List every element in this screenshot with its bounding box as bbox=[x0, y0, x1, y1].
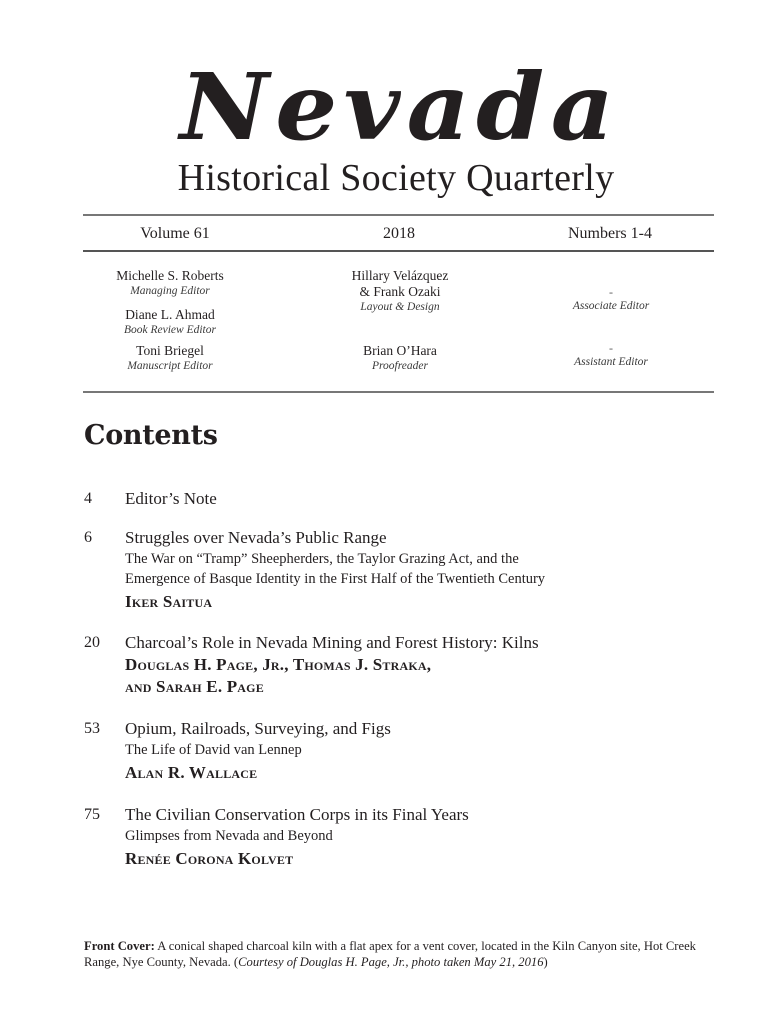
toc-title[interactable]: The Civilian Conservation Corps in its Final Years bbox=[125, 805, 469, 824]
toc-page-number: 75 bbox=[84, 806, 100, 823]
staff-role: Book Review Editor bbox=[124, 324, 216, 336]
toc-page-number: 6 bbox=[84, 529, 92, 546]
staff-layout-design bbox=[300, 268, 500, 314]
staff-name: Brian O’Hara bbox=[363, 343, 437, 358]
staff-manuscript-editor bbox=[70, 343, 270, 373]
toc-author: and Sarah E. Page bbox=[125, 677, 264, 696]
staff-role: Associate Editor bbox=[572, 300, 650, 312]
toc-author: Iker Saitua bbox=[125, 592, 213, 611]
caption-close: ) bbox=[543, 955, 548, 969]
toc-author: Douglas H. Page, Jr., Thomas J. Straka, bbox=[125, 655, 432, 674]
top-rule bbox=[83, 214, 714, 216]
toc-page-number: 53 bbox=[84, 720, 100, 737]
staff-associate-editor bbox=[511, 285, 711, 313]
staff-name: Toni Briegel bbox=[136, 343, 204, 358]
staff-name: Michelle S. Roberts bbox=[116, 268, 224, 283]
toc-page-number: 20 bbox=[84, 634, 100, 651]
toc-page-number: 4 bbox=[84, 490, 92, 507]
caption-label: Front Cover: bbox=[84, 939, 155, 953]
staff-name: - bbox=[609, 285, 613, 299]
issue-numbers: Numbers 1-4 bbox=[568, 225, 652, 242]
toc-title[interactable]: Charcoal’s Role in Nevada Mining and Forest History: Kilns bbox=[125, 633, 539, 652]
issue-year: 2018 bbox=[383, 225, 415, 242]
journal-subtitle: Historical Society Quarterly bbox=[177, 157, 615, 199]
staff-role: Managing Editor bbox=[130, 285, 210, 297]
staff-role: Manuscript Editor bbox=[127, 360, 213, 372]
staff-role: Layout & Design bbox=[360, 301, 440, 313]
front-cover-caption bbox=[84, 938, 714, 970]
staff-name: - bbox=[609, 341, 613, 355]
toc-title[interactable]: Editor’s Note bbox=[125, 489, 217, 508]
staff-managing-editor bbox=[70, 268, 270, 298]
staff-proofreader bbox=[300, 343, 500, 373]
staff-role: Assistant Editor bbox=[574, 356, 648, 368]
staff-role: Proofreader bbox=[371, 360, 428, 372]
issue-volume: Volume 61 bbox=[140, 225, 210, 242]
staff-book-review-editor bbox=[70, 307, 270, 337]
caption-credit: Courtesy of Douglas H. Page, Jr., photo taken May 21, 2016 bbox=[238, 955, 544, 969]
toc-author: Renée Corona Kolvet bbox=[125, 849, 294, 868]
staff-rule bbox=[83, 391, 714, 393]
toc-subtitle: Glimpses from Nevada and Beyond bbox=[125, 828, 333, 844]
toc-title[interactable]: Struggles over Nevada’s Public Range bbox=[125, 528, 387, 547]
staff-name: & Frank Ozaki bbox=[359, 284, 441, 299]
toc-title[interactable]: Opium, Railroads, Surveying, and Figs bbox=[125, 719, 391, 738]
staff-name: Diane L. Ahmad bbox=[125, 307, 215, 322]
issue-rule bbox=[83, 250, 714, 252]
contents-heading: Contents bbox=[84, 420, 218, 451]
toc-subtitle: The War on “Tramp” Sheepherders, the Taylor Grazing Act, and the bbox=[125, 551, 519, 567]
journal-title: Nevada bbox=[179, 53, 621, 161]
toc-author: Alan R. Wallace bbox=[125, 763, 258, 782]
staff-assistant-editor bbox=[511, 341, 711, 369]
toc-subtitle: Emergence of Basque Identity in the First Half of the Twentieth Century bbox=[125, 571, 546, 587]
caption-text: A conical shaped charcoal kiln with a flat apex for a vent cover, located in the Kiln Canyon site, Hot Creek Range, Nye County, Nevada. ( bbox=[84, 939, 696, 969]
toc-subtitle: The Life of David van Lennep bbox=[125, 742, 302, 758]
staff-name: Hillary Velázquez bbox=[351, 268, 449, 283]
